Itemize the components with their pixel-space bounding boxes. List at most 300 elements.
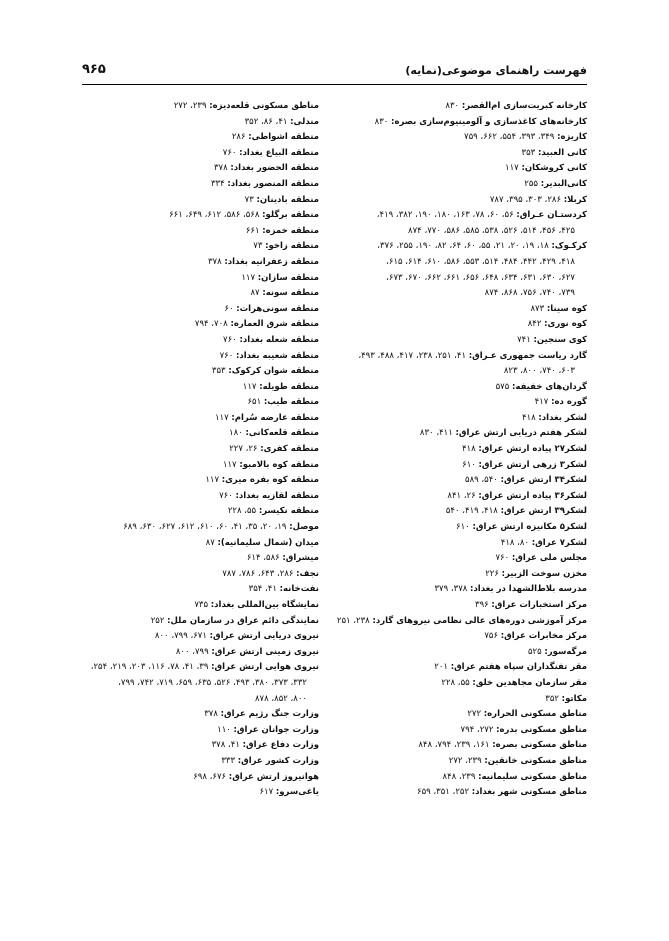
index-entry-line: [57, 489, 319, 505]
index-entry-line: [57, 271, 319, 287]
index-entry: [57, 380, 319, 396]
index-pages: ۴۱، ۲۵۱، ۲۳۸، ۴۱۷، ۴۸۸، ۴۹۳،: [358, 350, 467, 361]
index-entry-line: [57, 614, 319, 630]
index-entry: [319, 426, 587, 442]
index-pages: ۲۵۵: [524, 178, 538, 189]
index-term: منطقه کفری:: [260, 444, 319, 455]
index-entry: [319, 458, 587, 474]
index-pages: ۵۶۸، ۵۸۶، ۶۱۲، ۶۴۹، ۶۶۱: [169, 210, 260, 221]
index-pages: ۷۳۵: [194, 600, 209, 610]
index-pages: ۸۰، ۴۱۸: [500, 537, 530, 548]
index-term: لشکر۳۹ ارتش عراق:: [500, 506, 587, 517]
index-term: کارخانه‌های کاغذسازی و آلومینیوم‌سازی بصره:: [391, 116, 587, 127]
index-pages: ۴۱، ۸۶، ۳۵۲: [244, 116, 288, 127]
index-entry: [57, 442, 319, 458]
index-entry-line: [319, 177, 587, 193]
index-term: منطقه سونه:: [262, 288, 319, 299]
index-entry: [57, 489, 319, 505]
index-pages: ۵۲۵: [527, 646, 542, 657]
index-entry: [57, 349, 319, 365]
index-entry-line: [57, 380, 319, 396]
index-entry: [319, 504, 587, 520]
index-pages: ۶۶۱: [245, 225, 260, 236]
index-term: کوه نوری:: [544, 319, 587, 330]
index-term: کردستـان عـراق:: [516, 210, 587, 221]
index-entry: [57, 193, 319, 209]
index-entry: [319, 99, 587, 115]
index-entry: [319, 115, 587, 131]
index-entry-line: [57, 598, 319, 614]
index-pages: ۱۱۰: [217, 724, 231, 735]
index-entry-line: [319, 754, 587, 770]
index-entry: [57, 598, 319, 614]
index-term: منطقه بادینان:: [256, 194, 319, 205]
index-term: منطقه زعفرانیه بغداد:: [224, 256, 319, 267]
index-entry: [57, 660, 319, 707]
index-entry: [57, 614, 319, 630]
index-pages: ۲۳۹، ۲۷۲: [173, 101, 207, 111]
index-entry: [57, 239, 319, 255]
index-entry: [319, 754, 587, 770]
index-term: مناطق مسکونی الحراره:: [483, 709, 587, 720]
index-pages: ۴۱۷: [534, 397, 549, 408]
index-entry-line: [319, 504, 587, 520]
index-pages: ۲۸۶، ۶۴۳، ۷۸۶، ۷۸۷: [222, 568, 294, 579]
index-entry: [319, 317, 587, 333]
index-entry-line: [319, 770, 587, 786]
index-entry: [57, 754, 319, 770]
index-entry-line: [319, 645, 587, 661]
index-term: گوره ده:: [551, 397, 587, 408]
index-term: مناطق مسکونی بدره:: [496, 724, 587, 735]
index-entry: [319, 707, 587, 723]
index-term: مرکز مخابرات عراق:: [500, 631, 587, 642]
index-entry-line: [319, 130, 587, 146]
index-entry-line: [319, 660, 587, 676]
index-entry-line: [57, 551, 319, 567]
index-entry: [57, 707, 319, 723]
index-entry-line: [57, 442, 319, 458]
index-entry: [57, 302, 319, 318]
index-pages: ۳۵۲: [545, 693, 559, 704]
index-term: نجف:: [296, 568, 319, 579]
index-entry-line: [57, 161, 319, 177]
index-entry: [319, 614, 587, 630]
index-entry: [319, 193, 587, 209]
index-pages: ۲۸۶، ۳۰۳، ۳۹۵، ۷۸۷: [489, 194, 562, 205]
index-entry-line: [57, 504, 319, 520]
index-term: مجلس ملی عراق:: [511, 553, 587, 564]
index-term: هوانیروز ارتش عراق:: [228, 771, 319, 782]
page-header: [82, 58, 587, 84]
index-pages: ۱۶۱، ۲۳۹، ۷۹۴، ۸۴۸: [418, 740, 490, 751]
index-entry: [319, 723, 587, 739]
index-pages: ۲۰۱: [434, 662, 448, 673]
index-pages-continuation: ۶۲۷، ۶۳۰، ۶۳۱، ۶۳۴، ۶۴۸، ۶۵۶، ۶۶۱، ۶۶۲، ۶۷۰، ۶۷۳،: [386, 272, 575, 283]
index-entry-line: [57, 660, 319, 676]
index-entry-line: [57, 458, 319, 474]
index-entry-line: [57, 536, 319, 552]
index-entry-line: [57, 520, 319, 536]
index-pages: ۲۳۹، ۸۴۸: [442, 771, 476, 782]
index-entry-line: [319, 458, 587, 474]
index-term: منطقه شوان کرکوک:: [228, 366, 319, 377]
index-term: کوه سینا:: [546, 303, 587, 314]
index-term: لشکر۳ زرهی ارتش عراق:: [478, 459, 587, 470]
index-entry-line: [57, 130, 319, 146]
index-pages: ۴۱۸: [461, 444, 476, 455]
index-entry-line: [319, 723, 587, 739]
index-entry: [319, 536, 587, 552]
index-pages: ۷۹۹، ۸۰۰: [175, 646, 209, 657]
index-entry: [319, 208, 587, 239]
index-term: منطقه شرق العماره:: [230, 319, 319, 330]
index-entry: [319, 473, 587, 489]
index-entry-line: [57, 738, 319, 754]
index-entry: [57, 130, 319, 146]
index-entry: [319, 395, 587, 411]
index-entry-line: [57, 645, 319, 661]
index-term: مناطق مسکونی قلعه‌دیزه:: [209, 101, 319, 111]
index-entry: [319, 629, 587, 645]
index-entry: [319, 645, 587, 661]
index-pages: ۶۷۶، ۶۹۸: [193, 771, 227, 782]
index-entry-line: [57, 333, 319, 349]
index-pages: ۵۵، ۲۲۸: [227, 506, 257, 517]
index-entry-line: [319, 629, 587, 645]
index-term: منطقه طیب:: [263, 397, 319, 408]
index-pages: ۲۷۲، ۷۹۴: [460, 724, 494, 735]
index-pages: ۱۱۷: [205, 475, 220, 486]
header-rule: [82, 84, 587, 85]
index-term: لشکر۷ عراق:: [531, 537, 587, 548]
index-entry: [319, 349, 587, 380]
index-entry: [57, 364, 319, 380]
index-entry-line: [319, 99, 587, 115]
index-entry-line: [57, 239, 319, 255]
index-entry: [57, 395, 319, 411]
index-entry: [57, 785, 319, 801]
index-term: نمایشگاه بین‌المللی بغداد:: [210, 600, 319, 610]
index-pages: ۲۷۲: [467, 709, 482, 720]
index-entry-line: [319, 161, 587, 177]
index-term: لشکر۳۶ پیاده ارتش عراق:: [478, 490, 587, 501]
index-entry: [319, 770, 587, 786]
index-term: منطقه کوه بالامبو:: [239, 459, 319, 470]
index-entry: [57, 504, 319, 520]
index-entry-line: [57, 723, 319, 739]
index-entry: [319, 333, 587, 349]
index-term: لشکر بغداد:: [538, 412, 587, 423]
index-entry: [319, 302, 587, 318]
index-pages: ۴۱، ۳۷۸: [211, 740, 240, 751]
index-term: لشکر۳۴ ارتش عراق:: [500, 475, 587, 486]
index-term: منطقه البیاع بغداد:: [239, 147, 319, 158]
index-term: مندلی:: [290, 116, 319, 127]
index-pages: ۸۳۰: [445, 101, 460, 111]
index-term: نیروی زمینی ارتش عراق:: [211, 646, 319, 657]
index-pages: ۳۷۸، ۳۷۹: [434, 584, 468, 595]
index-entry-line: [57, 426, 319, 442]
index-pages-continuation: ۶۰۳، ۷۴۰، ۸۰۰، ۸۲۳: [503, 366, 575, 377]
index-entry-line: [57, 754, 319, 770]
running-title: فهرست راهنمای موضوعی(نمایه): [405, 64, 587, 77]
index-entry: [319, 239, 587, 301]
index-entry-line: [319, 707, 587, 723]
index-term: منطقه طویله:: [259, 381, 319, 392]
index-pages: ۷۳: [253, 241, 263, 252]
index-pages: ۸۳۰: [374, 116, 389, 127]
index-entry: [57, 458, 319, 474]
index-pages: ۵۴۰، ۵۸۹: [465, 475, 498, 486]
index-pages: ۲۳۹، ۲۷۲: [448, 755, 482, 766]
index-pages: ۱۱۷: [214, 412, 229, 423]
index-pages: ۳۳۴: [210, 178, 225, 189]
index-entry-line: [57, 146, 319, 162]
index-pages-continuation: ۴۱۸، ۴۲۹، ۴۴۲، ۴۸۴، ۵۱۴، ۵۵۳، ۵۸۶، ۶۱۰، ۶۱۴، ۶۱۵،: [386, 256, 575, 267]
index-entry: [319, 567, 587, 583]
index-term: میدان (شمال سلیمانیه):: [217, 537, 319, 548]
index-pages: ۴۱۸، ۴۱۹، ۵۴۰: [445, 506, 498, 517]
index-pages: ۷۰۸، ۷۹۴: [194, 319, 228, 330]
index-term: منطقه قلعه‌کانی:: [245, 428, 319, 439]
index-pages: ۲۸۶: [231, 132, 246, 143]
index-entry: [57, 520, 319, 536]
index-entry-line: [319, 146, 587, 162]
index-entry: [319, 676, 587, 692]
index-entry: [57, 551, 319, 567]
index-pages: ۵۶، ۶۰، ۷۸، ۱۶۳، ۱۸۰، ۱۹۰، ۳۸۲، ۴۱۹،: [376, 210, 514, 221]
index-term: کانی کروشکان:: [521, 163, 587, 174]
index-entry: [57, 738, 319, 754]
index-pages: ۳۹۶: [475, 600, 489, 610]
index-term: مرکز استخبارات عراق:: [491, 600, 587, 610]
index-pages: ۷۶۰: [222, 147, 237, 158]
index-pages: ۱۹، ۲۰، ۳۵، ۴۱، ۶۰، ۶۱۰، ۶۱۲، ۶۲۷، ۶۳۰، ۶۸۹: [123, 522, 287, 533]
index-entry-line: [319, 333, 587, 349]
index-entry-line: [57, 567, 319, 583]
index-term: مناطق مسکونی خانقین:: [484, 755, 587, 766]
index-entry: [319, 161, 587, 177]
index-column-left: [57, 99, 319, 801]
index-entry-line: [319, 380, 587, 396]
index-term: یاغی‌سرو:: [275, 787, 319, 798]
index-pages: ۵۸۶، ۶۱۴: [246, 553, 280, 564]
index-term: کوی سنجین:: [533, 334, 587, 345]
index-entry-line: [319, 489, 587, 505]
index-term: مرکز آموزشی دوره‌های عالی نظامی نیروهای گارد:: [372, 615, 587, 626]
index-pages: ۶۱۷: [259, 787, 274, 798]
index-pages: ۷۴۱: [517, 334, 531, 345]
index-entry-line: [319, 567, 587, 583]
index-term: مناطق مسکونی سلیمانیه:: [478, 771, 587, 782]
index-entry-line: [57, 582, 319, 598]
index-term: مقر تفنگداران سپاه هفتم عراق:: [450, 662, 587, 673]
index-pages: ۴۱۱، ۸۳۰: [419, 428, 453, 439]
page-number: ۹۶۵: [82, 62, 106, 77]
index-entry-line: [57, 224, 319, 240]
index-entry-line: [57, 99, 319, 115]
index-pages: ۱۸، ۱۹، ۲۰، ۲۱، ۵۵، ۶۰، ۶۴، ۸۲، ۱۹۰، ۲۵۵، ۳۷۶،: [377, 241, 549, 252]
index-entry-line: [319, 115, 587, 131]
index-pages: ۶۱۰: [456, 522, 470, 533]
index-pages: ۸۷۳: [530, 303, 545, 314]
index-term: مدرسه بلاط‌الشهدا در بغداد:: [470, 584, 587, 595]
index-entry: [57, 536, 319, 552]
index-term: مناطق مسکونی شهر بغداد:: [471, 787, 587, 798]
index-pages: ۳۹، ۴۱، ۷۸، ۱۱۶، ۲۰۳، ۲۱۹، ۲۵۴،: [90, 662, 209, 673]
index-pages: ۳۷۸: [207, 256, 222, 267]
index-pages: ۶۷۱، ۷۹۹، ۸۰۰: [154, 631, 207, 642]
index-pages: ۳۵۳: [211, 366, 226, 377]
index-pages: ۱۱۷: [241, 272, 256, 283]
index-pages: ۳۵۳: [521, 147, 536, 158]
index-term: وزارت جنگ رژیم عراق:: [220, 709, 319, 720]
index-entry: [57, 224, 319, 240]
index-pages: ۶۵۱: [247, 397, 262, 408]
index-pages: ۸۷: [205, 537, 215, 548]
index-pages: ۲۵۲: [150, 615, 165, 626]
index-pages: ۷۵۶: [484, 631, 499, 642]
index-entry-line: [57, 115, 319, 131]
index-pages: ۲۶، ۲۲۷: [229, 444, 258, 455]
index-term: لشکر هفتم دریایی ارتش عراق:: [455, 428, 587, 439]
index-term: منطقه عارضه سُرام:: [231, 412, 319, 423]
index-pages: ۷۶۰: [219, 350, 234, 361]
index-pages: ۵۵، ۲۲۸: [441, 677, 470, 688]
index-term: لشکر۵ مکانیزه ارتش عراق:: [472, 522, 587, 533]
index-entry-line: [319, 193, 587, 209]
index-term: منطقه شعله بغداد:: [239, 334, 319, 345]
index-term: مخزن سوخت الزبیر:: [501, 568, 587, 579]
index-term: مرگه‌سور:: [544, 646, 587, 657]
index-entry: [57, 473, 319, 489]
index-entry: [57, 333, 319, 349]
index-entry: [57, 286, 319, 302]
index-pages: ۸۴۲: [527, 319, 542, 330]
index-entry-line: [319, 551, 587, 567]
index-term: کارخانه کبریت‌سازی ام‌القصر:: [461, 101, 587, 111]
index-entry: [319, 582, 587, 598]
index-pages: ۷۶۰: [219, 490, 233, 501]
index-term: منطقه سونی‌هرات:: [236, 303, 319, 314]
index-term: منطقه الحضور بغداد:: [230, 163, 319, 174]
index-pages: ۷۶۰: [495, 553, 510, 564]
index-entry: [319, 738, 587, 754]
index-entry-line: [57, 286, 319, 302]
index-term: نیروی دریایی ارتش عراق:: [209, 631, 319, 642]
index-pages: ۷۶۰: [223, 334, 237, 345]
index-term: کاریزه:: [557, 132, 587, 143]
index-entry-line: [57, 302, 319, 318]
index-entry: [57, 271, 319, 287]
index-pages: ۲۶، ۸۴۱: [447, 490, 476, 501]
index-term: وزارت جوانان عراق:: [233, 724, 319, 735]
index-entry-line: [57, 629, 319, 645]
index-pages-continuation: ۳۳۲، ۳۷۳، ۳۸۰، ۴۹۳، ۵۲۶، ۶۳۵، ۶۵۹، ۷۱۹، ۷۴۲، ۷۹۹،: [118, 677, 307, 688]
index-entry-line: [57, 317, 319, 333]
index-pages: ۲۵۲، ۳۵۱، ۶۵۹: [417, 787, 470, 798]
index-entry: [57, 99, 319, 115]
index-entry: [319, 551, 587, 567]
index-entry: [57, 317, 319, 333]
index-pages: ۶۰: [224, 303, 234, 314]
index-term: منطقه برگلو:: [262, 210, 319, 221]
index-term: منطقه کوه بفره میری:: [221, 475, 319, 486]
index-entry: [57, 567, 319, 583]
index-term: موصل:: [289, 522, 319, 533]
index-entry: [57, 426, 319, 442]
index-entry-line: [57, 255, 319, 271]
index-entry: [319, 130, 587, 146]
index-entry: [319, 380, 587, 396]
index-entry-line: [319, 239, 587, 255]
index-term: منطقه المنصور بغداد:: [227, 178, 319, 189]
index-entry-line: [319, 582, 587, 598]
index-entry: [57, 255, 319, 271]
index-entry-line: [319, 302, 587, 318]
index-entry-line: [319, 426, 587, 442]
index-entry: [319, 660, 587, 676]
index-entry: [57, 177, 319, 193]
index-term: مناطق مسکونی بصره:: [492, 740, 587, 751]
index-pages: ۳۷۸: [204, 709, 218, 720]
index-term: منطقه شعیبه بغداد:: [235, 350, 319, 361]
index-pages: ۸۷: [250, 288, 260, 299]
index-entry-line: [319, 676, 587, 692]
index-pages: ۵۷۵: [495, 381, 510, 392]
index-entry: [319, 146, 587, 162]
index-entry-line: [57, 177, 319, 193]
index-entry: [57, 411, 319, 427]
index-entry: [319, 411, 587, 427]
index-pages: ۴۱، ۳۵۴: [248, 584, 277, 595]
index-term: منطقه سازان:: [257, 272, 319, 283]
index-entry-line: [319, 208, 587, 224]
index-term: میشراق:: [282, 553, 319, 564]
index-entry: [319, 177, 587, 193]
index-entry-line: [319, 785, 587, 801]
index-term: نیروی هوایی ارتش عراق:: [211, 662, 319, 673]
index-pages: ۴۱۸: [521, 412, 536, 423]
index-pages: ۳۷۸: [213, 163, 228, 174]
index-entry-line: [319, 473, 587, 489]
index-entry-line: [57, 707, 319, 723]
index-pages: ۷۳: [244, 194, 254, 205]
index-pages: ۱۱۷: [505, 163, 519, 174]
index-term: کانی العبید:: [537, 147, 587, 158]
index-term: کرکـوک:: [551, 241, 587, 252]
index-term: نفت‌خانه:: [279, 584, 319, 595]
index-entry-line: [57, 364, 319, 380]
index-term: منطقه زاخو:: [265, 241, 319, 252]
index-entry: [57, 582, 319, 598]
index-pages: ۱۱۷: [222, 459, 237, 470]
index-term: کربلا:: [563, 194, 587, 205]
index-entry-line: [319, 395, 587, 411]
index-pages: ۶۱۰: [462, 459, 476, 470]
index-entry: [319, 489, 587, 505]
index-entry-line: [319, 520, 587, 536]
index-entry: [319, 785, 587, 801]
index-entry-line: [319, 536, 587, 552]
index-term: گارد ریاست جمهوری عـراق:: [468, 350, 587, 361]
index-term: منطقه لقازیه بغداد:: [235, 490, 319, 501]
index-pages-continuation: ۸۰۰، ۸۵۲، ۸۷۸: [254, 693, 307, 704]
index-term: گردان‌های خفیفه:: [512, 381, 587, 392]
index-pages: ۳۴۹، ۳۹۳، ۵۵۴، ۶۶۲، ۷۵۹: [464, 132, 555, 143]
index-entry-line: [57, 208, 319, 224]
